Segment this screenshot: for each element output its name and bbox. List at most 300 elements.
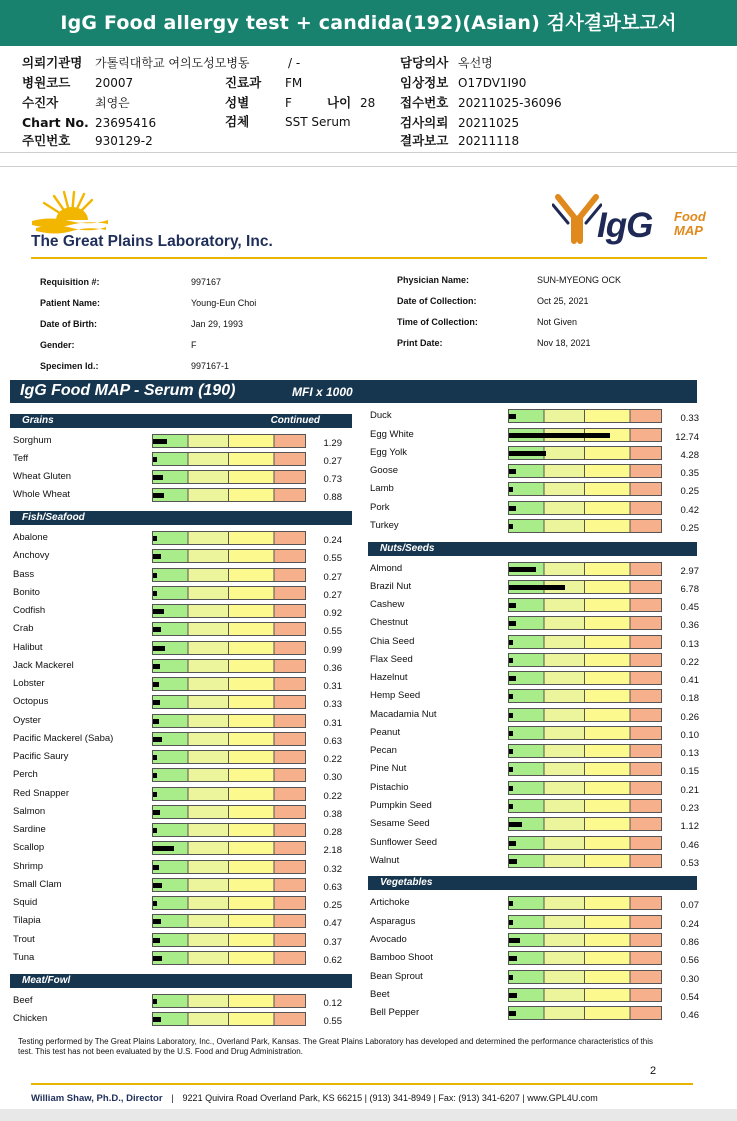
food-value: 0.28: [323, 827, 342, 838]
food-name: Shrimp: [13, 861, 44, 872]
header-label: 접수번호: [400, 95, 449, 110]
food-name: Sardine: [13, 824, 46, 835]
food-value: 0.42: [680, 505, 699, 516]
food-name: Abalone: [13, 532, 48, 543]
patient-info-label: Date of Birth:: [40, 319, 97, 329]
section-name: Vegetables: [380, 877, 433, 888]
food-value: 0.10: [680, 730, 699, 741]
header-label: 병원코드: [22, 75, 71, 90]
food-bar-fill: [153, 938, 160, 943]
section-name: Nuts/Seeds: [380, 543, 435, 554]
food-name: Sorghum: [13, 435, 52, 446]
food-value: 0.23: [680, 803, 699, 814]
header-label: 주민번호: [22, 133, 71, 148]
header-label: 수진자: [22, 95, 59, 110]
food-bar-fill: [509, 451, 546, 456]
food-name: Chestnut: [370, 617, 409, 628]
food-bar: [152, 805, 306, 819]
food-bar: [152, 878, 306, 892]
food-name: Egg Yolk: [370, 447, 407, 458]
food-name: Chicken: [13, 1013, 48, 1024]
food-name: Asparagus: [370, 916, 416, 927]
patient-info-value: 997167: [191, 277, 222, 287]
food-value: 0.45: [680, 602, 699, 613]
food-name: Tilapia: [13, 915, 41, 926]
food-bar-fill: [153, 646, 165, 651]
patient-info-label: Patient Name:: [40, 298, 101, 308]
food-name: Hazelnut: [370, 672, 408, 683]
food-bar-fill: [509, 901, 513, 906]
food-name: Beef: [13, 995, 33, 1006]
food-bar: [508, 744, 662, 758]
divider: [31, 257, 707, 259]
food-bar-fill: [509, 993, 517, 998]
map-subtitle: MFI x 1000: [292, 385, 353, 399]
food-value: 0.31: [323, 681, 342, 692]
food-bar: [508, 616, 662, 630]
food-name: Squid: [13, 897, 38, 908]
food-name: Perch: [13, 769, 38, 780]
food-bar: [152, 659, 306, 673]
food-bar: [152, 531, 306, 545]
section-name: Meat/Fowl: [22, 975, 71, 986]
header-value: 가톨릭대학교 여의도성모병동: [95, 56, 250, 70]
food-value: 0.15: [680, 766, 699, 777]
food-value: 0.33: [680, 413, 699, 424]
food-name: Walnut: [370, 855, 400, 866]
food-bar: [152, 768, 306, 782]
food-value: 0.30: [323, 772, 342, 783]
food-bar: [152, 695, 306, 709]
food-name: Pumpkin Seed: [370, 800, 432, 811]
food-value: 0.21: [680, 785, 699, 796]
food-bar-fill: [509, 603, 516, 608]
food-name: Bonito: [13, 587, 40, 598]
food-bar: [152, 823, 306, 837]
food-name: Scallop: [13, 842, 45, 853]
food-bar-fill: [509, 506, 516, 511]
patient-info-value: Nov 18, 2021: [537, 338, 591, 348]
food-bar-fill: [153, 956, 162, 961]
food-bar-fill: [153, 865, 159, 870]
food-value: 0.55: [323, 1016, 342, 1027]
food-name: Whole Wheat: [13, 489, 71, 500]
header-value: O17DV1I90: [458, 76, 527, 90]
food-bar: [508, 854, 662, 868]
food-bar-fill: [509, 749, 513, 754]
food-bar-fill: [153, 810, 160, 815]
section-header: [368, 876, 697, 890]
food-name: Octopus: [13, 696, 49, 707]
header-value: 930129-2: [95, 134, 153, 148]
food-bar-fill: [153, 737, 162, 742]
food-bar: [508, 689, 662, 703]
food-bar: [152, 841, 306, 855]
food-name: Small Clam: [13, 879, 62, 890]
food-name: Peanut: [370, 727, 401, 738]
food-bar-fill: [509, 804, 513, 809]
antibody-icon: [552, 193, 602, 245]
food-bar-fill: [509, 822, 522, 827]
food-bar: [152, 586, 306, 600]
food-name: Chia Seed: [370, 636, 415, 647]
food-name: Duck: [370, 410, 392, 421]
section-continued: Continued: [270, 415, 320, 426]
disclaimer: Testing performed by The Great Plains Laboratory, Inc., Overland Park, Kansas. The Great Plains Laboratory has developed and determined the performance characteristics of this test. This test has not been evaluated by the U.S. Food and Drug Administration.: [18, 1037, 653, 1056]
food-value: 1.29: [323, 438, 342, 449]
patient-info-label: Specimen Id.:: [40, 361, 99, 371]
header-value: 20211025-36096: [458, 96, 562, 110]
food-bar: [508, 951, 662, 965]
patient-info-label: Date of Collection:: [397, 296, 477, 306]
food-bar: [152, 732, 306, 746]
food-bar: [508, 635, 662, 649]
food-bar-fill: [153, 919, 161, 924]
food-value: 0.25: [680, 523, 699, 534]
header-label: 성별: [225, 95, 250, 110]
food-value: 0.86: [680, 937, 699, 948]
food-bar: [152, 750, 306, 764]
patient-info-value: SUN-MYEONG OCK: [537, 275, 622, 285]
food-bar-fill: [509, 920, 513, 925]
food-value: 0.36: [323, 663, 342, 674]
food-bar-fill: [153, 554, 161, 559]
food-bar-fill: [509, 767, 513, 772]
food-bar-fill: [153, 1017, 161, 1022]
food-bar-fill: [153, 493, 164, 498]
food-bar: [152, 677, 306, 691]
lab-name: The Great Plains Laboratory, Inc.: [31, 233, 273, 250]
food-bar: [508, 671, 662, 685]
food-bar-fill: [153, 999, 157, 1004]
food-bar: [508, 580, 662, 594]
section-header: [10, 974, 352, 988]
food-name: Egg White: [370, 429, 414, 440]
food-bar-fill: [153, 536, 157, 541]
food-bar: [508, 598, 662, 612]
food-bar-fill: [153, 901, 157, 906]
food-value: 0.13: [680, 748, 699, 759]
divider: [0, 152, 737, 153]
food-bar-fill: [153, 792, 157, 797]
food-value: 0.36: [680, 620, 699, 631]
food-bar-fill: [153, 475, 163, 480]
food-bar-fill: [509, 975, 513, 980]
header-value: 20211118: [458, 134, 520, 148]
food-value: 0.46: [680, 840, 699, 851]
food-bar: [152, 604, 306, 618]
header-value: 20211025: [458, 116, 520, 130]
food-bar: [508, 482, 662, 496]
food-bar-fill: [153, 755, 157, 760]
food-bar: [152, 452, 306, 466]
food-bar: [152, 434, 306, 448]
header-label: 검사의뢰: [400, 115, 449, 130]
food-value: 0.27: [323, 572, 342, 583]
food-bar: [152, 896, 306, 910]
food-value: 0.26: [680, 712, 699, 723]
food-value: 0.31: [323, 718, 342, 729]
food-value: 0.24: [680, 919, 699, 930]
food-name: Tuna: [13, 952, 35, 963]
header-value: F: [285, 96, 292, 110]
header-label: 결과보고: [400, 133, 449, 148]
food-name: Lamb: [370, 483, 394, 494]
food-value: 0.63: [323, 882, 342, 893]
header-label: 진료과: [225, 75, 262, 90]
food-name: Jack Mackerel: [13, 660, 74, 671]
food-value: 6.78: [680, 584, 699, 595]
food-bar: [152, 714, 306, 728]
food-bar: [508, 428, 662, 442]
food-bar-fill: [509, 414, 516, 419]
food-bar-fill: [509, 469, 516, 474]
food-bar: [508, 817, 662, 831]
food-bar: [508, 781, 662, 795]
food-value: 1.12: [680, 821, 699, 832]
food-bar: [508, 464, 662, 478]
food-name: Teff: [13, 453, 29, 464]
food-bar-fill: [509, 658, 513, 663]
food-bar: [508, 501, 662, 515]
patient-info-value: F: [191, 340, 197, 350]
food-name: Lobster: [13, 678, 45, 689]
food-bar-fill: [509, 1011, 516, 1016]
food-name: Avocado: [370, 934, 407, 945]
food-value: 0.07: [680, 900, 699, 911]
food-value: 0.92: [323, 608, 342, 619]
food-value: 0.73: [323, 474, 342, 485]
food-bar-fill: [509, 433, 610, 438]
food-bar: [152, 933, 306, 947]
food-name: Cashew: [370, 599, 405, 610]
food-value: 0.22: [323, 791, 342, 802]
food-value: 4.28: [680, 450, 699, 461]
address: 9221 Quivira Road Overland Park, KS 66215 | (913) 341-8949 | Fax: (913) 341-6207 | www.GPL4U.com: [182, 1093, 598, 1103]
header-label: 담당의사: [400, 55, 449, 70]
food-bar-fill: [153, 439, 167, 444]
food-bar-fill: [153, 700, 160, 705]
food-bar-fill: [509, 938, 520, 943]
food-bar-fill: [153, 846, 174, 851]
food-bar: [152, 549, 306, 563]
food-value: 2.97: [680, 566, 699, 577]
food-bar: [508, 836, 662, 850]
food-bar: [152, 622, 306, 636]
food-bar: [508, 988, 662, 1002]
header-value: 28: [360, 96, 376, 110]
header-value: FM: [285, 76, 303, 90]
food-value: 0.25: [323, 900, 342, 911]
header-label: Chart No.: [22, 115, 89, 130]
food-name: Beet: [370, 989, 390, 1000]
food-name: Salmon: [13, 806, 46, 817]
food-bar-fill: [509, 487, 513, 492]
food-name: Brazil Nut: [370, 581, 412, 592]
food-bar: [152, 470, 306, 484]
food-bar: [508, 446, 662, 460]
patient-info-label: Requisition #:: [40, 277, 100, 287]
food-bar: [508, 799, 662, 813]
food-name: Bass: [13, 569, 35, 580]
food-bar: [508, 653, 662, 667]
food-name: Almond: [370, 563, 403, 574]
food-bar-fill: [509, 640, 513, 645]
food-bar-fill: [153, 591, 157, 596]
food-name: Sunflower Seed: [370, 837, 438, 848]
patient-info-value: Oct 25, 2021: [537, 296, 589, 306]
header-value: 20007: [95, 76, 134, 90]
food-bar-fill: [509, 859, 517, 864]
food-value: 0.22: [680, 657, 699, 668]
director: William Shaw, Ph.D., Director: [31, 1093, 163, 1104]
logo-food: Food: [674, 209, 706, 224]
section-header: [10, 511, 352, 525]
food-name: Pine Nut: [370, 763, 407, 774]
sun-logo-icon: [30, 190, 110, 236]
header-label: 임상정보: [400, 75, 449, 90]
food-bar-fill: [153, 682, 159, 687]
patient-info-label: Gender:: [40, 340, 75, 350]
section-name: Grains: [22, 415, 54, 426]
food-bar-fill: [153, 883, 162, 888]
header-value: 최영은: [95, 96, 130, 110]
food-bar: [508, 896, 662, 910]
food-name: Pecan: [370, 745, 397, 756]
food-bar-fill: [509, 676, 516, 681]
food-value: 0.99: [323, 645, 342, 656]
food-value: 0.53: [680, 858, 699, 869]
food-name: Pistachio: [370, 782, 409, 793]
food-bar-fill: [509, 524, 513, 529]
food-value: 0.25: [680, 486, 699, 497]
food-value: 0.88: [323, 492, 342, 503]
food-value: 0.55: [323, 553, 342, 564]
food-bar-fill: [153, 457, 157, 462]
food-name: Codfish: [13, 605, 46, 616]
food-name: Anchovy: [13, 550, 50, 561]
section-header: [368, 542, 697, 556]
food-name: Artichoke: [370, 897, 410, 908]
food-value: 0.54: [680, 992, 699, 1003]
food-bar: [508, 915, 662, 929]
food-bar: [508, 409, 662, 423]
food-name: Pacific Saury: [13, 751, 69, 762]
food-value: 0.46: [680, 1010, 699, 1021]
header-value: 23695416: [95, 116, 157, 130]
report-title: IgG Food allergy test + candida(192)(Asian) 검사결과보고서: [0, 0, 737, 46]
page-number: 2: [650, 1065, 657, 1077]
patient-info-value: Not Given: [537, 317, 578, 327]
header-label: 나이: [327, 95, 352, 110]
food-value: 0.24: [323, 535, 342, 546]
food-bar: [508, 970, 662, 984]
food-value: 2.18: [323, 845, 342, 856]
food-name: Pork: [370, 502, 390, 513]
patient-info-label: Physician Name:: [397, 275, 470, 285]
food-value: 0.27: [323, 590, 342, 601]
logo-food-map: [674, 210, 706, 238]
food-name: Macadamia Nut: [370, 709, 437, 720]
food-value: 0.35: [680, 468, 699, 479]
food-value: 0.30: [680, 974, 699, 985]
food-value: 0.37: [323, 937, 342, 948]
food-name: Trout: [13, 934, 35, 945]
food-value: 0.27: [323, 456, 342, 467]
patient-info-value: Jan 29, 1993: [191, 319, 244, 329]
food-bar-fill: [153, 828, 157, 833]
food-bar: [152, 641, 306, 655]
food-bar-fill: [509, 713, 513, 718]
food-bar: [508, 762, 662, 776]
food-bar: [152, 488, 306, 502]
food-name: Wheat Gluten: [13, 471, 72, 482]
food-bar: [508, 933, 662, 947]
header-value: 옥선명: [458, 56, 493, 70]
food-name: Bell Pepper: [370, 1007, 420, 1018]
food-value: 12.74: [675, 432, 699, 443]
logo-igg: IgG: [597, 206, 653, 245]
food-bar-fill: [509, 585, 565, 590]
food-name: Turkey: [370, 520, 399, 531]
food-bar: [508, 726, 662, 740]
separator: |: [171, 1093, 174, 1103]
food-bar-fill: [509, 786, 513, 791]
food-value: 0.38: [323, 809, 342, 820]
food-bar-fill: [509, 841, 516, 846]
food-bar-fill: [153, 609, 164, 614]
food-bar-fill: [153, 627, 161, 632]
food-name: Hemp Seed: [370, 690, 421, 701]
food-bar: [152, 787, 306, 801]
food-bar: [152, 951, 306, 965]
food-bar-fill: [509, 731, 513, 736]
food-name: Red Snapper: [13, 788, 69, 799]
food-bar: [152, 914, 306, 928]
food-bar-fill: [153, 573, 157, 578]
section-header: [10, 414, 352, 428]
map-title: IgG Food MAP - Serum (190): [20, 382, 236, 399]
patient-info-label: Time of Collection:: [397, 317, 478, 327]
food-bar-fill: [153, 719, 159, 724]
food-value: 0.62: [323, 955, 342, 966]
food-name: Crab: [13, 623, 34, 634]
patient-info-value: 997167-1: [191, 361, 230, 371]
food-bar-fill: [509, 694, 513, 699]
food-value: 0.12: [323, 998, 342, 1009]
food-bar-fill: [153, 773, 157, 778]
food-name: Bean Sprout: [370, 971, 423, 982]
divider: [0, 166, 737, 167]
food-value: 0.63: [323, 736, 342, 747]
header-value: SST Serum: [285, 115, 351, 129]
section-name: Fish/Seafood: [22, 512, 85, 523]
food-bar-fill: [153, 664, 160, 669]
food-name: Sesame Seed: [370, 818, 430, 829]
page-bottom: [0, 1109, 737, 1121]
food-value: 0.22: [323, 754, 342, 765]
food-value: 0.18: [680, 693, 699, 704]
header-label: 의뢰기관명: [22, 55, 83, 70]
footer-address: [31, 1093, 598, 1104]
food-bar-fill: [509, 567, 536, 572]
food-value: 0.55: [323, 626, 342, 637]
food-value: 0.41: [680, 675, 699, 686]
map-header: [10, 380, 697, 403]
header-label: 검체: [225, 114, 250, 129]
food-value: 0.32: [323, 864, 342, 875]
food-name: Halibut: [13, 642, 43, 653]
